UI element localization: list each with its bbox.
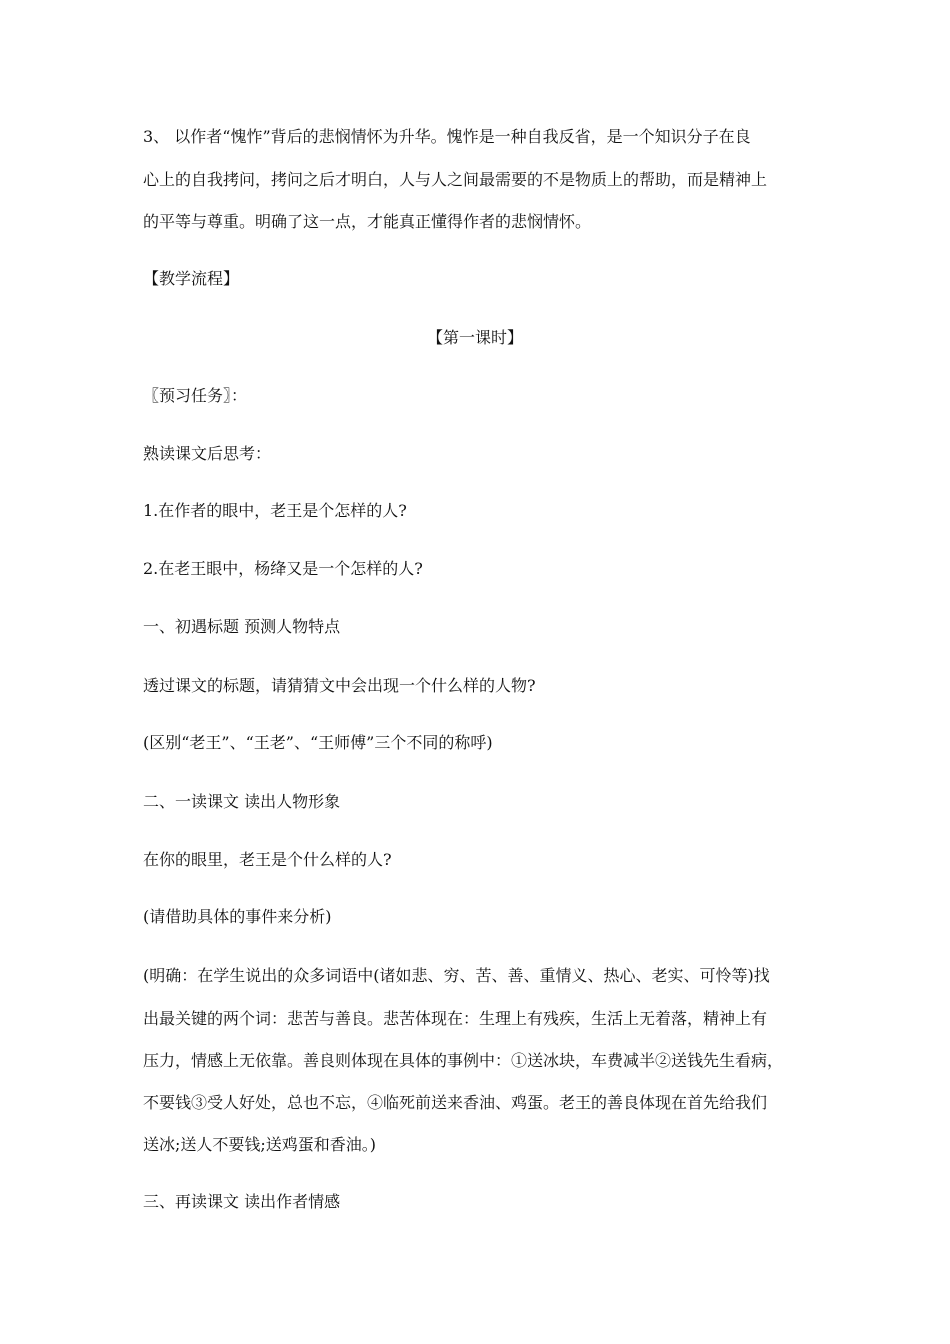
section-2-answer-line-4: 不要钱③受人好处，总也不忘，④临死前送来香油、鸡蛋。老王的善良体现在首先给我们 — [143, 1093, 768, 1112]
section-3-heading: 三、再读课文 读出作者情感 — [143, 1192, 341, 1211]
preview-task-heading: 〖预习任务〗： — [143, 386, 248, 405]
paragraph-3-line-1: 3、 以作者“愧怍”背后的悲悯情怀为升华。愧怍是一种自我反省，是一个知识分子在良 — [143, 127, 751, 146]
question-1: 1.在作者的眼中，老王是个怎样的人? — [143, 501, 407, 520]
paragraph-3-line-3: 的平等与尊重。明确了这一点，才能真正懂得作者的悲悯情怀。 — [143, 212, 592, 231]
section-2-answer-line-5: 送冰;送人不要钱;送鸡蛋和香油。) — [143, 1135, 377, 1154]
section-2-answer-line-1: (明确：在学生说出的众多词语中(诸如悲、穷、苦、善、重情义、热心、老实、可怜等)找 — [143, 966, 770, 985]
paragraph-3-line-2: 心上的自我拷问，拷问之后才明白，人与人之间最需要的不是物质上的帮助，而是精神上 — [143, 170, 768, 189]
section-2-prompt: 在你的眼里，老王是个什么样的人? — [143, 850, 392, 869]
lesson-heading: 【第一课时】 — [426, 328, 523, 347]
question-2: 2.在老王眼中，杨绛又是一个怎样的人? — [143, 559, 423, 578]
section-2-heading: 二、一读课文 读出人物形象 — [143, 792, 341, 811]
teaching-process-heading: 【教学流程】 — [143, 269, 240, 288]
section-2-note: (请借助具体的事件来分析) — [143, 907, 332, 926]
section-2-answer-line-2: 出最关键的两个词：悲苦与善良。悲苦体现在：生理上有残疾，生活上无着落，精神上有 — [143, 1009, 768, 1028]
section-1-prompt: 透过课文的标题，请猜猜文中会出现一个什么样的人物? — [143, 676, 536, 695]
section-2-answer-line-3: 压力，情感上无依靠。善良则体现在具体的事例中：①送冰块，车费减半②送钱先生看病， — [143, 1051, 784, 1070]
section-1-note: (区别“老王”、“王老”、“王师傅”三个不同的称呼) — [143, 733, 493, 752]
section-1-heading: 一、初遇标题 预测人物特点 — [143, 617, 341, 636]
preview-intro: 熟读课文后思考： — [143, 444, 272, 463]
